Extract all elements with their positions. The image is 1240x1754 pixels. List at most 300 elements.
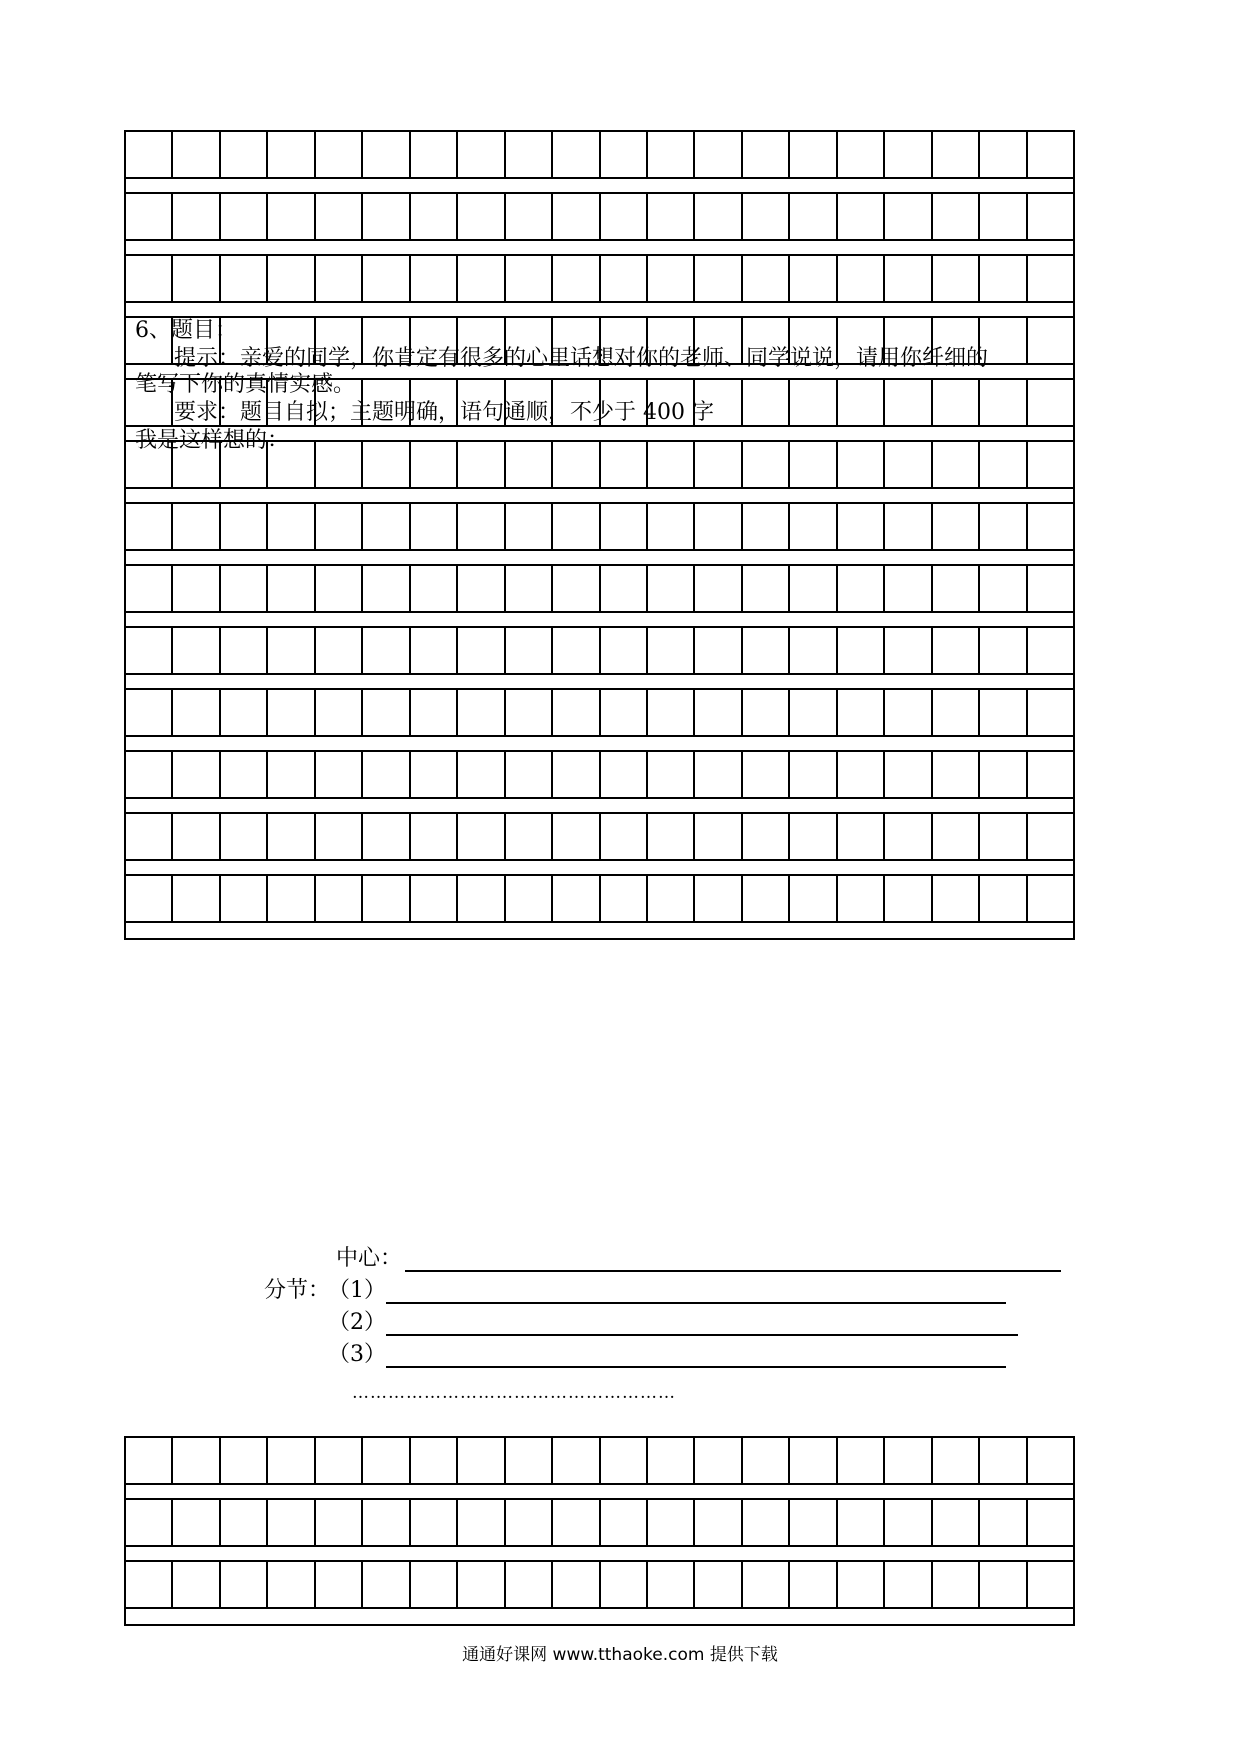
grid-cell[interactable] — [316, 1438, 363, 1483]
grid-cell[interactable] — [506, 132, 553, 177]
grid-cell[interactable] — [173, 814, 220, 859]
grid-cell[interactable] — [838, 504, 885, 549]
grid-cell[interactable] — [506, 752, 553, 797]
grid-cell[interactable] — [458, 566, 505, 611]
grid-cell[interactable] — [506, 566, 553, 611]
grid-cell[interactable] — [1028, 1438, 1073, 1483]
grid-cell[interactable] — [458, 628, 505, 673]
grid-cell[interactable] — [316, 256, 363, 301]
grid-cell[interactable] — [743, 752, 790, 797]
grid-cell[interactable] — [695, 814, 742, 859]
grid-cell[interactable] — [980, 752, 1027, 797]
grid-cell[interactable] — [933, 1438, 980, 1483]
grid-cell[interactable] — [126, 1438, 173, 1483]
grid-cell[interactable] — [363, 814, 410, 859]
grid-cell[interactable] — [173, 1562, 220, 1607]
grid-cell[interactable] — [363, 876, 410, 921]
grid-cell[interactable] — [221, 1438, 268, 1483]
grid-cell[interactable] — [411, 628, 458, 673]
grid-cell[interactable] — [933, 566, 980, 611]
grid-cell[interactable] — [648, 504, 695, 549]
grid-cell[interactable] — [648, 194, 695, 239]
grid-cell[interactable] — [363, 628, 410, 673]
grid-cell[interactable] — [268, 690, 315, 735]
grid-cell[interactable] — [221, 566, 268, 611]
grid-cell[interactable] — [980, 132, 1027, 177]
grid-cell[interactable] — [126, 814, 173, 859]
grid-cell[interactable] — [268, 1562, 315, 1607]
grid-cell[interactable] — [648, 1438, 695, 1483]
grid-cell[interactable] — [838, 132, 885, 177]
grid-cell[interactable] — [601, 690, 648, 735]
grid-cell[interactable] — [1028, 194, 1073, 239]
grid-cell[interactable] — [695, 628, 742, 673]
grid-row-gap — [126, 241, 1073, 256]
grid-cell[interactable] — [411, 132, 458, 177]
grid-cell[interactable] — [126, 876, 173, 921]
section-item-2-label: （2） — [328, 1310, 386, 1335]
grid-cell[interactable] — [458, 1500, 505, 1545]
grid-cell[interactable] — [838, 566, 885, 611]
grid-cell[interactable] — [126, 1500, 173, 1545]
grid-cell[interactable] — [790, 690, 837, 735]
grid-cell[interactable] — [695, 132, 742, 177]
grid-cell[interactable] — [980, 442, 1027, 487]
grid-cell[interactable] — [411, 194, 458, 239]
grid-cell[interactable] — [695, 1562, 742, 1607]
grid-cell[interactable] — [458, 752, 505, 797]
grid-cell[interactable] — [980, 504, 1027, 549]
grid-cell[interactable] — [790, 1562, 837, 1607]
grid-cell[interactable] — [411, 442, 458, 487]
grid-cell[interactable] — [316, 628, 363, 673]
grid-cell[interactable] — [838, 256, 885, 301]
grid-cell[interactable] — [268, 1500, 315, 1545]
grid-cell[interactable] — [553, 752, 600, 797]
grid-cell[interactable] — [173, 504, 220, 549]
grid-cell[interactable] — [648, 1562, 695, 1607]
grid-cell[interactable] — [1028, 752, 1073, 797]
grid-cell[interactable] — [743, 690, 790, 735]
grid-cell[interactable] — [458, 504, 505, 549]
grid-cell[interactable] — [648, 132, 695, 177]
grid-cell[interactable] — [268, 814, 315, 859]
grid-cell[interactable] — [221, 504, 268, 549]
grid-cell[interactable] — [553, 876, 600, 921]
grid-cell[interactable] — [553, 1500, 600, 1545]
grid-cell[interactable] — [221, 132, 268, 177]
grid-cell[interactable] — [268, 504, 315, 549]
grid-cell[interactable] — [458, 876, 505, 921]
grid-cell[interactable] — [363, 690, 410, 735]
grid-cell[interactable] — [506, 1562, 553, 1607]
grid-cell[interactable] — [268, 256, 315, 301]
grid-cell[interactable] — [933, 628, 980, 673]
grid-cell[interactable] — [458, 1562, 505, 1607]
grid-cell[interactable] — [601, 876, 648, 921]
grid-cell[interactable] — [316, 876, 363, 921]
grid-cell[interactable] — [885, 1500, 932, 1545]
grid-cell[interactable] — [695, 752, 742, 797]
grid-cell[interactable] — [743, 876, 790, 921]
grid-cell[interactable] — [695, 876, 742, 921]
grid-cell[interactable] — [126, 504, 173, 549]
grid-cell[interactable] — [411, 752, 458, 797]
grid-cell[interactable] — [506, 504, 553, 549]
grid-cell[interactable] — [1028, 814, 1073, 859]
grid-cell[interactable] — [553, 1562, 600, 1607]
grid-cell[interactable] — [648, 442, 695, 487]
center-answer-line[interactable] — [405, 1270, 1061, 1272]
grid-row — [126, 752, 1073, 799]
grid-cell[interactable] — [933, 256, 980, 301]
grid-cell[interactable] — [648, 1500, 695, 1545]
grid-cell[interactable] — [933, 504, 980, 549]
grid-cell[interactable] — [506, 1438, 553, 1483]
hint-line-2: 笔写下你的真情实感。 — [135, 372, 356, 397]
grid-cell[interactable] — [553, 442, 600, 487]
grid-cell[interactable] — [411, 256, 458, 301]
grid-cell[interactable] — [790, 380, 837, 425]
grid-cell[interactable] — [1028, 876, 1073, 921]
grid-row — [126, 1438, 1073, 1485]
grid-cell[interactable] — [126, 1562, 173, 1607]
grid-cell[interactable] — [933, 752, 980, 797]
grid-cell[interactable] — [126, 690, 173, 735]
grid-cell[interactable] — [316, 1500, 363, 1545]
grid-cell[interactable] — [173, 628, 220, 673]
grid-cell[interactable] — [506, 256, 553, 301]
grid-cell[interactable] — [363, 256, 410, 301]
grid-cell[interactable] — [980, 1438, 1027, 1483]
grid-cell[interactable] — [316, 504, 363, 549]
grid-cell[interactable] — [838, 442, 885, 487]
grid-cell[interactable] — [933, 690, 980, 735]
grid-cell[interactable] — [695, 194, 742, 239]
section-label: 分节： — [264, 1278, 331, 1303]
grid-cell[interactable] — [1028, 318, 1073, 363]
grid-cell[interactable] — [648, 566, 695, 611]
grid-cell[interactable] — [173, 256, 220, 301]
grid-cell[interactable] — [221, 876, 268, 921]
grid-cell[interactable] — [316, 814, 363, 859]
grid-cell[interactable] — [885, 628, 932, 673]
section-2-answer-line[interactable] — [386, 1334, 1018, 1336]
grid-cell[interactable] — [173, 1438, 220, 1483]
grid-cell[interactable] — [458, 1438, 505, 1483]
grid-cell[interactable] — [648, 256, 695, 301]
grid-cell[interactable] — [506, 442, 553, 487]
grid-cell[interactable] — [838, 814, 885, 859]
grid-cell[interactable] — [838, 194, 885, 239]
grid-cell[interactable] — [1028, 628, 1073, 673]
grid-cell[interactable] — [553, 690, 600, 735]
grid-cell[interactable] — [1028, 256, 1073, 301]
grid-cell[interactable] — [601, 566, 648, 611]
grid-cell[interactable] — [1028, 566, 1073, 611]
grid-cell[interactable] — [790, 628, 837, 673]
grid-cell[interactable] — [838, 1500, 885, 1545]
grid-cell[interactable] — [790, 876, 837, 921]
grid-cell[interactable] — [601, 814, 648, 859]
grid-cell[interactable] — [316, 1562, 363, 1607]
grid-cell[interactable] — [885, 194, 932, 239]
grid-cell[interactable] — [601, 752, 648, 797]
grid-cell[interactable] — [743, 1500, 790, 1545]
grid-cell[interactable] — [458, 256, 505, 301]
grid-cell[interactable] — [458, 132, 505, 177]
grid-cell[interactable] — [363, 442, 410, 487]
grid-cell[interactable] — [268, 132, 315, 177]
grid-cell[interactable] — [411, 1438, 458, 1483]
grid-cell[interactable] — [1028, 504, 1073, 549]
grid-cell[interactable] — [790, 194, 837, 239]
grid-cell[interactable] — [933, 132, 980, 177]
grid-cell[interactable] — [411, 1562, 458, 1607]
grid-cell[interactable] — [221, 814, 268, 859]
grid-cell[interactable] — [411, 814, 458, 859]
grid-cell[interactable] — [553, 194, 600, 239]
grid-cell[interactable] — [885, 442, 932, 487]
grid-cell[interactable] — [790, 256, 837, 301]
section-1-answer-line[interactable] — [386, 1302, 1006, 1304]
grid-cell[interactable] — [126, 256, 173, 301]
grid-cell[interactable] — [601, 504, 648, 549]
grid-cell[interactable] — [980, 628, 1027, 673]
grid-cell[interactable] — [173, 194, 220, 239]
grid-cell[interactable] — [790, 752, 837, 797]
grid-cell[interactable] — [601, 1562, 648, 1607]
grid-cell[interactable] — [173, 1500, 220, 1545]
grid-cell[interactable] — [885, 380, 932, 425]
grid-cell[interactable] — [743, 814, 790, 859]
grid-cell[interactable] — [363, 566, 410, 611]
grid-cell[interactable] — [1028, 380, 1073, 425]
grid-cell[interactable] — [221, 194, 268, 239]
grid-cell[interactable] — [838, 690, 885, 735]
grid-cell[interactable] — [173, 752, 220, 797]
grid-cell[interactable] — [553, 814, 600, 859]
grid-cell[interactable] — [221, 752, 268, 797]
grid-cell[interactable] — [221, 1500, 268, 1545]
grid-cell[interactable] — [601, 132, 648, 177]
grid-cell[interactable] — [838, 1562, 885, 1607]
grid-cell[interactable] — [126, 194, 173, 239]
grid-cell[interactable] — [601, 1438, 648, 1483]
grid-cell[interactable] — [411, 690, 458, 735]
grid-cell[interactable] — [838, 380, 885, 425]
grid-cell[interactable] — [173, 566, 220, 611]
grid-cell[interactable] — [506, 876, 553, 921]
grid-cell[interactable] — [316, 566, 363, 611]
grid-cell[interactable] — [601, 1500, 648, 1545]
grid-cell[interactable] — [553, 628, 600, 673]
grid-cell[interactable] — [933, 814, 980, 859]
grid-cell[interactable] — [743, 504, 790, 549]
grid-cell[interactable] — [363, 1562, 410, 1607]
grid-cell[interactable] — [933, 1562, 980, 1607]
grid-cell[interactable] — [790, 504, 837, 549]
grid-cell[interactable] — [1028, 1562, 1073, 1607]
grid-cell[interactable] — [268, 876, 315, 921]
grid-cell[interactable] — [980, 566, 1027, 611]
grid-cell[interactable] — [1028, 1500, 1073, 1545]
grid-cell[interactable] — [458, 814, 505, 859]
grid-cell[interactable] — [695, 256, 742, 301]
grid-cell[interactable] — [601, 628, 648, 673]
grid-cell[interactable] — [695, 442, 742, 487]
grid-cell[interactable] — [363, 1438, 410, 1483]
grid-cell[interactable] — [790, 132, 837, 177]
grid-cell[interactable] — [411, 876, 458, 921]
grid-cell[interactable] — [173, 132, 220, 177]
grid-cell[interactable] — [838, 628, 885, 673]
grid-cell[interactable] — [126, 628, 173, 673]
grid-cell[interactable] — [980, 380, 1027, 425]
grid-cell[interactable] — [126, 752, 173, 797]
grid-cell[interactable] — [885, 566, 932, 611]
grid-cell[interactable] — [553, 132, 600, 177]
grid-cell[interactable] — [601, 442, 648, 487]
grid-cell[interactable] — [648, 876, 695, 921]
grid-cell[interactable] — [363, 194, 410, 239]
grid-cell[interactable] — [506, 690, 553, 735]
grid-cell[interactable] — [980, 876, 1027, 921]
grid-cell[interactable] — [885, 1562, 932, 1607]
grid-cell[interactable] — [743, 256, 790, 301]
grid-cell[interactable] — [506, 194, 553, 239]
grid-row-gap — [126, 613, 1073, 628]
grid-cell[interactable] — [885, 256, 932, 301]
grid-cell[interactable] — [790, 1500, 837, 1545]
grid-cell[interactable] — [1028, 132, 1073, 177]
grid-cell[interactable] — [790, 1438, 837, 1483]
grid-cell[interactable] — [268, 752, 315, 797]
grid-cell[interactable] — [695, 504, 742, 549]
grid-cell[interactable] — [838, 1438, 885, 1483]
grid-cell[interactable] — [885, 132, 932, 177]
grid-cell[interactable] — [411, 1500, 458, 1545]
grid-cell[interactable] — [1028, 690, 1073, 735]
grid-cell[interactable] — [885, 876, 932, 921]
grid-row — [126, 504, 1073, 551]
grid-cell[interactable] — [695, 566, 742, 611]
grid-cell[interactable] — [743, 1438, 790, 1483]
grid-cell[interactable] — [411, 504, 458, 549]
grid-cell[interactable] — [411, 566, 458, 611]
grid-cell[interactable] — [695, 690, 742, 735]
grid-cell[interactable] — [221, 1562, 268, 1607]
grid-cell[interactable] — [743, 1562, 790, 1607]
grid-cell[interactable] — [980, 256, 1027, 301]
grid-cell[interactable] — [790, 566, 837, 611]
grid-cell[interactable] — [221, 256, 268, 301]
grid-cell[interactable] — [933, 442, 980, 487]
grid-cell[interactable] — [933, 380, 980, 425]
grid-cell[interactable] — [838, 752, 885, 797]
grid-cell[interactable] — [553, 256, 600, 301]
grid-cell[interactable] — [458, 442, 505, 487]
grid-cell[interactable] — [363, 1500, 410, 1545]
grid-cell[interactable] — [743, 628, 790, 673]
grid-row-gap — [126, 179, 1073, 194]
grid-cell[interactable] — [458, 690, 505, 735]
grid-cell[interactable] — [838, 876, 885, 921]
grid-cell[interactable] — [553, 1438, 600, 1483]
grid-cell[interactable] — [743, 194, 790, 239]
grid-cell[interactable] — [363, 132, 410, 177]
grid-cell[interactable] — [458, 194, 505, 239]
grid-cell[interactable] — [980, 1562, 1027, 1607]
grid-cell[interactable] — [885, 752, 932, 797]
grid-cell[interactable] — [126, 132, 173, 177]
grid-cell[interactable] — [743, 566, 790, 611]
grid-cell[interactable] — [506, 628, 553, 673]
grid-cell[interactable] — [363, 752, 410, 797]
grid-cell[interactable] — [173, 876, 220, 921]
grid-cell[interactable] — [363, 504, 410, 549]
grid-cell[interactable] — [268, 628, 315, 673]
grid-cell[interactable] — [601, 256, 648, 301]
grid-cell[interactable] — [316, 752, 363, 797]
grid-cell[interactable] — [885, 1438, 932, 1483]
grid-cell[interactable] — [648, 690, 695, 735]
grid-cell[interactable] — [648, 752, 695, 797]
grid-cell[interactable] — [316, 194, 363, 239]
grid-cell[interactable] — [885, 504, 932, 549]
grid-cell[interactable] — [506, 814, 553, 859]
grid-cell[interactable] — [933, 1500, 980, 1545]
grid-cell[interactable] — [553, 504, 600, 549]
grid-cell[interactable] — [506, 1500, 553, 1545]
grid-cell[interactable] — [126, 566, 173, 611]
grid-row — [126, 1500, 1073, 1547]
grid-cell[interactable] — [933, 876, 980, 921]
grid-cell[interactable] — [933, 194, 980, 239]
grid-cell[interactable] — [173, 690, 220, 735]
grid-cell[interactable] — [553, 566, 600, 611]
grid-cell[interactable] — [885, 814, 932, 859]
grid-row — [126, 690, 1073, 737]
grid-cell[interactable] — [743, 442, 790, 487]
grid-cell[interactable] — [695, 1438, 742, 1483]
grid-cell[interactable] — [695, 1500, 742, 1545]
grid-cell[interactable] — [980, 1500, 1027, 1545]
section-3-answer-line[interactable] — [386, 1366, 1006, 1368]
grid-cell[interactable] — [221, 628, 268, 673]
grid-cell[interactable] — [316, 690, 363, 735]
grid-cell[interactable] — [221, 690, 268, 735]
grid-cell[interactable] — [980, 690, 1027, 735]
grid-cell[interactable] — [648, 814, 695, 859]
grid-cell[interactable] — [885, 690, 932, 735]
grid-cell[interactable] — [980, 814, 1027, 859]
grid-cell[interactable] — [790, 442, 837, 487]
grid-cell[interactable] — [980, 194, 1027, 239]
grid-cell[interactable] — [316, 132, 363, 177]
grid-cell[interactable] — [268, 566, 315, 611]
grid-cell[interactable] — [790, 814, 837, 859]
grid-cell[interactable] — [743, 132, 790, 177]
section-item-3-label: （3） — [328, 1342, 386, 1367]
grid-cell[interactable] — [268, 1438, 315, 1483]
grid-cell[interactable] — [601, 194, 648, 239]
grid-cell[interactable] — [743, 380, 790, 425]
grid-cell[interactable] — [648, 628, 695, 673]
grid-cell[interactable] — [316, 442, 363, 487]
grid-cell[interactable] — [1028, 442, 1073, 487]
grid-cell[interactable] — [268, 194, 315, 239]
